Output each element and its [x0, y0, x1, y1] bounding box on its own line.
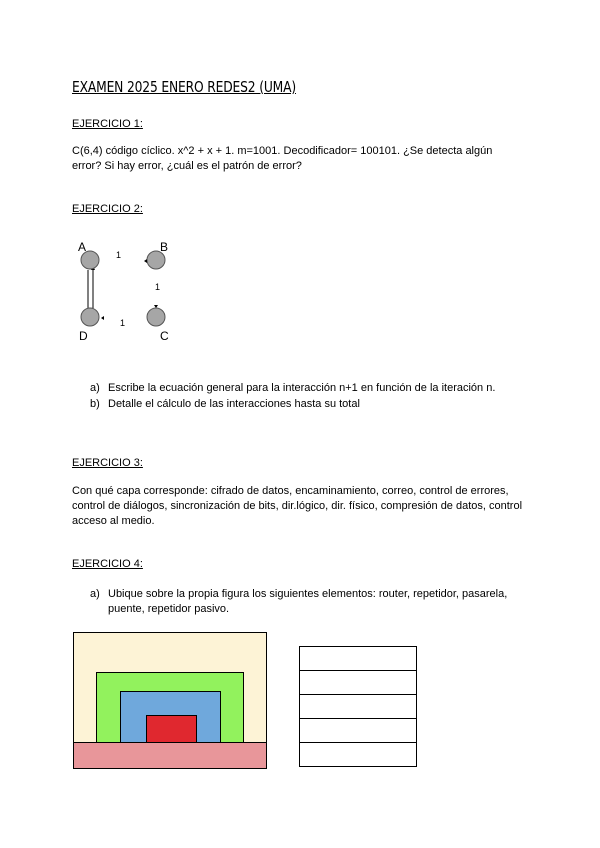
ej3-statement [72, 484, 522, 529]
ej1-line2: error? Si hay error, ¿cuál es el patrón de error? [72, 160, 302, 172]
layer-table [299, 646, 417, 767]
layer-row[interactable] [300, 647, 416, 671]
node-c-label: C [160, 329, 169, 343]
weight-d-c: 1 [120, 318, 126, 328]
weight-b-c: 1 [155, 282, 161, 292]
ej3-line3: acceso al medio. [72, 515, 155, 527]
ej4-item-a-marker: a) [90, 588, 100, 600]
ej3-line2: control de diálogos, sincronización de bits, dir.lógico, dir. físico, compresión de datos, control [72, 500, 523, 512]
ej1-statement [72, 144, 492, 174]
node-d-label: D [79, 329, 88, 343]
figure-base-bar[interactable] [73, 742, 267, 769]
ej2-item-a-marker: a) [90, 382, 100, 394]
ej2-item-b [90, 397, 360, 412]
weight-a-b: 1 [116, 250, 122, 260]
ej4-item-a-line1: Ubique sobre la propia figura los siguientes elementos: router, repetidor, pasarela, [108, 588, 508, 600]
ej3-line1: Con qué capa corresponde: cifrado de datos, encaminamiento, correo, control de errores, [72, 485, 509, 497]
node-b-label: B [160, 240, 169, 254]
ej2-item-b-marker: b) [90, 398, 100, 410]
ej2-heading: EJERCICIO 2: [72, 203, 143, 215]
ej1-line1: C(6,4) código cíclico. x^2 + x + 1. m=1001. Decodificador= 100101. ¿Se detecta algún [72, 145, 493, 157]
mark-c [154, 305, 158, 308]
node-a-label: A [78, 240, 87, 254]
ej4-item-a [90, 587, 507, 602]
figure-red-zone[interactable] [146, 715, 197, 744]
ej3-heading: EJERCICIO 3: [72, 457, 143, 469]
mark-b [144, 259, 147, 263]
ej2-item-a-text: Escribe la ecuación general para la interacción n+1 en función de la iteración n. [108, 382, 496, 394]
node-c-circle [147, 308, 165, 326]
layer-row[interactable] [300, 695, 416, 719]
mark-d [101, 316, 104, 320]
ej2-item-a [90, 381, 495, 396]
layer-row[interactable] [300, 719, 416, 743]
exam-title: EXAMEN 2025 ENERO REDES2 (UMA) [72, 78, 297, 96]
graph-edges [70, 238, 190, 348]
node-d-circle [81, 308, 99, 326]
layer-row[interactable] [300, 671, 416, 695]
ej4-heading: EJERCICIO 4: [72, 558, 143, 570]
ej2-item-b-text: Detalle el cálculo de las interacciones hasta su total [108, 398, 360, 410]
ej1-heading: EJERCICIO 1: [72, 118, 143, 130]
ej4-item-a-line2: puente, repetidor pasivo. [108, 603, 230, 615]
layer-row[interactable] [300, 743, 416, 767]
